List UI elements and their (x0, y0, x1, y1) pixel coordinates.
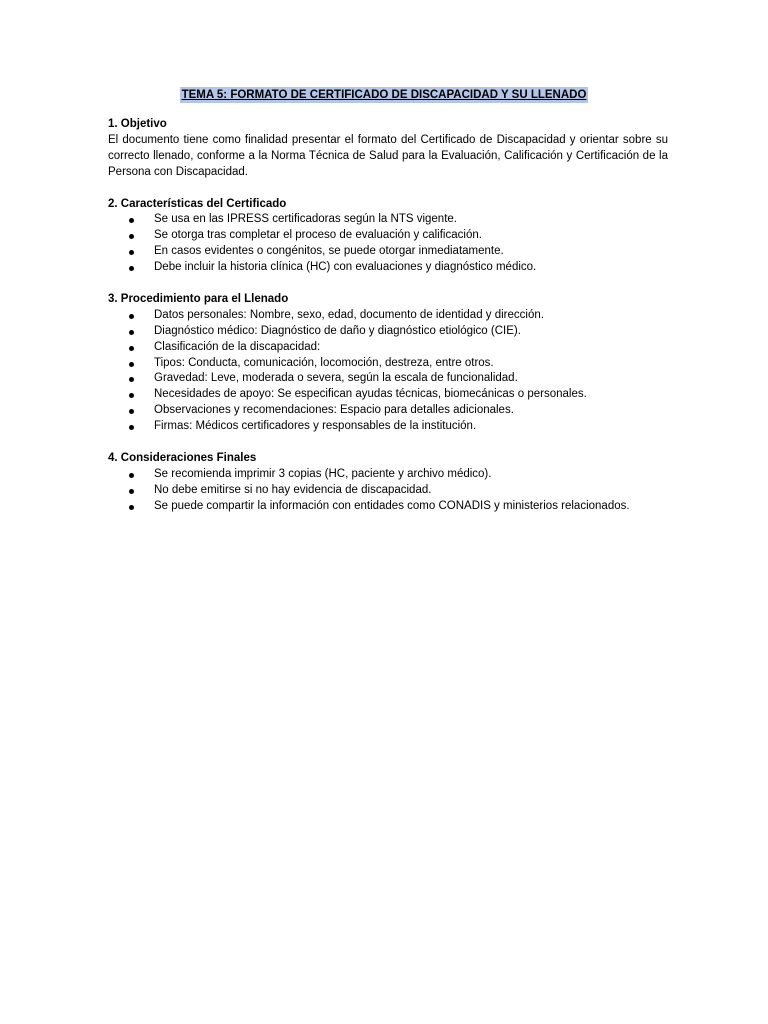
section-heading: 3. Procedimiento para el Llenado (108, 292, 289, 305)
bullet-list (108, 467, 668, 515)
list-item-text: Firmas: Médicos certificadores y responsables de la institución. (154, 420, 477, 433)
bullet-list (108, 308, 668, 435)
list-item (108, 356, 668, 372)
bullet-icon (129, 362, 134, 367)
bullet-icon (129, 425, 134, 430)
bullet-icon (129, 393, 134, 398)
list-item-text: Se otorga tras completar el proceso de evaluación y calificación. (154, 229, 482, 242)
section-procedimiento (108, 292, 668, 435)
list-item (108, 324, 668, 340)
list-item (108, 371, 668, 387)
list-item-text: Necesidades de apoyo: Se especifican ayudas técnicas, biomecánicas o personales. (154, 388, 587, 401)
title-container (0, 85, 768, 103)
list-item (108, 499, 668, 515)
section-heading: 2. Características del Certificado (108, 197, 287, 210)
list-item (108, 467, 668, 483)
section-heading: 1. Objetivo (108, 118, 167, 130)
list-item-text: En casos evidentes o congénitos, se puede otorgar inmediatamente. (154, 245, 504, 258)
list-item (108, 483, 668, 499)
list-item-text: Se usa en las IPRESS certificadoras según la NTS vigente. (154, 213, 457, 226)
bullet-icon (129, 266, 134, 271)
list-item-text: Observaciones y recomendaciones: Espacio para detalles adicionales. (154, 404, 514, 417)
section-caracteristicas (108, 197, 668, 277)
section-heading: 4. Consideraciones Finales (108, 451, 257, 464)
bullet-icon (129, 473, 134, 478)
list-item-text: Se puede compartir la información con entidades como CONADIS y ministerios relacionados. (154, 499, 630, 512)
page-title: TEMA 5: FORMATO DE CERTIFICADO DE DISCAPACIDAD Y SU LLENADO (181, 89, 587, 101)
list-item-text: Debe incluir la historia clínica (HC) con evaluaciones y diagnóstico médico. (154, 261, 537, 274)
bullet-icon (129, 330, 134, 335)
list-item-text: Clasificación de la discapacidad: (154, 340, 321, 353)
bullet-icon (129, 489, 134, 494)
bullet-icon (129, 234, 134, 239)
list-item-text: Datos personales: Nombre, sexo, edad, documento de identidad y dirección. (154, 308, 544, 321)
bullet-icon (129, 505, 134, 510)
list-item (108, 340, 668, 356)
section-paragraph: El documento tiene como finalidad presentar el formato del Certificado de Discapacidad y orientar sobre su correcto llenado, conforme a la Norma Técnica de Salud para la Evaluación, Calificación y Certificación de la Persona con Discapacidad. (108, 133, 668, 178)
section-consideraciones (108, 451, 668, 515)
bullet-icon (129, 218, 134, 223)
list-item (108, 244, 668, 260)
list-item-text: Gravedad: Leve, moderada o severa, según la escala de funcionalidad. (154, 372, 518, 385)
bullet-icon (129, 250, 134, 255)
list-item (108, 228, 668, 244)
list-item-text: Tipos: Conducta, comunicación, locomoción, destreza, entre otros. (154, 356, 494, 369)
list-item-text: Se recomienda imprimir 3 copias (HC, paciente y archivo médico). (154, 467, 492, 480)
list-item (108, 260, 668, 276)
bullet-icon (129, 346, 134, 351)
bullet-icon (129, 314, 134, 319)
list-item (108, 308, 668, 324)
list-item (108, 387, 668, 403)
bullet-icon (129, 377, 134, 382)
section-objetivo (108, 117, 668, 181)
list-item (108, 212, 668, 228)
bullet-list (108, 212, 668, 276)
list-item (108, 403, 668, 419)
list-item-text: Diagnóstico médico: Diagnóstico de daño y diagnóstico etiológico (CIE). (154, 324, 521, 337)
bullet-icon (129, 409, 134, 414)
list-item-text: No debe emitirse si no hay evidencia de discapacidad. (154, 483, 432, 496)
document-body (108, 117, 668, 531)
list-item (108, 419, 668, 435)
